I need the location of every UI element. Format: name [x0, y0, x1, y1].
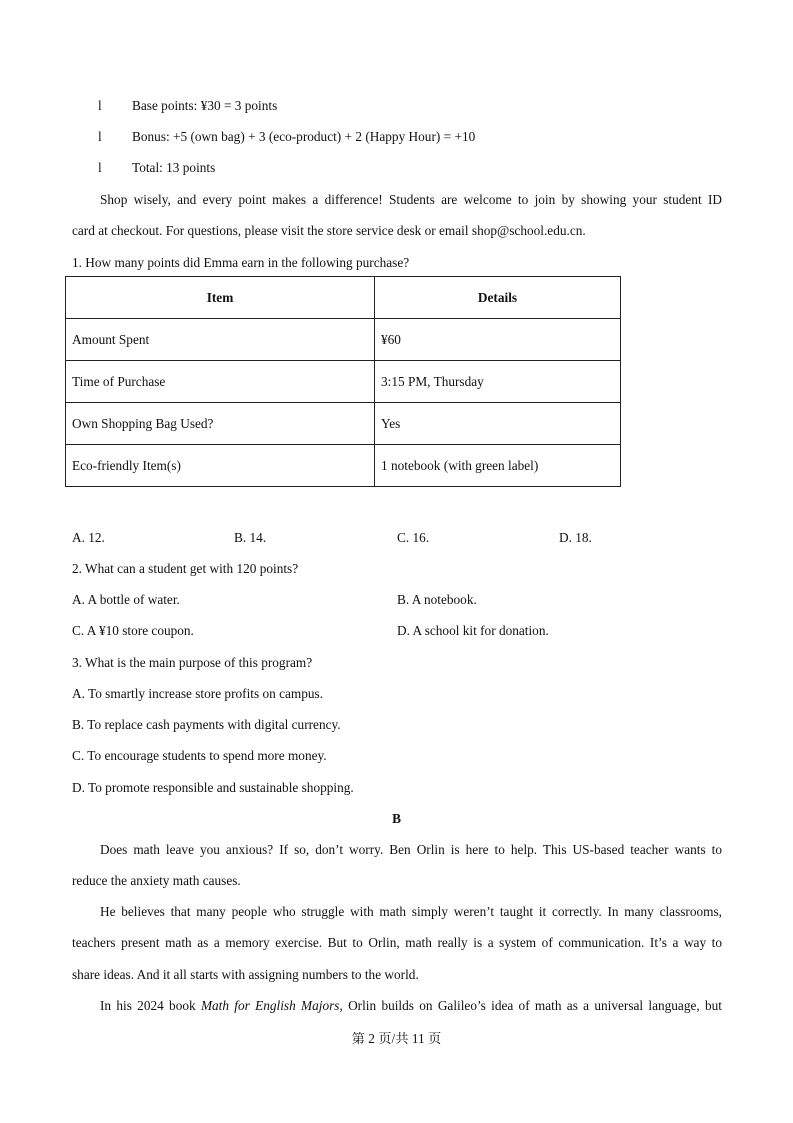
table-row	[66, 445, 621, 487]
bullet-bonus: Bonus: +5 (own bag) + 3 (eco-product) + 2 (Happy Hour) = +10	[132, 129, 476, 144]
table-header-details: Details	[375, 277, 621, 319]
q2-option-d: D. A school kit for donation.	[397, 623, 549, 638]
q2-option-a: A. A bottle of water.	[72, 592, 180, 607]
table-cell: 1 notebook (with green label)	[375, 445, 621, 487]
table-cell: ¥60	[375, 319, 621, 361]
paragraph-3-line-1	[100, 998, 722, 1014]
q1-option-c: C. 16.	[397, 530, 430, 545]
paragraph-3-text: , Orlin builds on Galileo’s idea of math as a universal language, but	[339, 998, 722, 1013]
table-cell: Eco-friendly Item(s)	[66, 445, 375, 487]
q2-option-c: C. A ¥10 store coupon.	[72, 623, 194, 638]
paragraph-2-line-3: share ideas. And it all starts with assigning numbers to the world.	[72, 967, 419, 982]
paragraph-2-line-1: He believes that many people who struggle with math simply weren’t taught it correctly. In many classrooms,	[100, 904, 722, 919]
table-cell: Amount Spent	[66, 319, 375, 361]
table-cell: Own Shopping Bag Used?	[66, 403, 375, 445]
bullet-total: Total: 13 points	[132, 160, 216, 175]
q2-option-b: B. A notebook.	[397, 592, 477, 607]
paragraph-3-text: In his 2024 book	[100, 998, 201, 1013]
paragraph-1-line-2: reduce the anxiety math causes.	[72, 873, 241, 888]
table-cell: 3:15 PM, Thursday	[375, 361, 621, 403]
q1-option-d: D. 18.	[559, 530, 592, 545]
book-title: Math for English Majors	[200, 998, 340, 1013]
purchase-table	[65, 276, 621, 487]
table-header-item: Item	[66, 277, 375, 319]
question-2-stem: 2. What can a student get with 120 points?	[72, 561, 299, 576]
q1-option-b: B. 14.	[234, 530, 267, 545]
bullet-marker: l	[98, 98, 102, 113]
question-3-stem: 3. What is the main purpose of this program?	[72, 655, 313, 670]
table-row	[66, 361, 621, 403]
paragraph-1-line-1: Does math leave you anxious? If so, don’t worry. Ben Orlin is here to help. This US-based teacher wants to	[100, 842, 722, 857]
closing-line-1: Shop wisely, and every point makes a difference! Students are welcome to join by showing your student ID	[100, 192, 722, 207]
q3-option-a: A. To smartly increase store profits on campus.	[72, 686, 324, 701]
section-heading: B	[392, 811, 401, 826]
closing-line-2: card at checkout. For questions, please visit the store service desk or email shop@school.edu.cn.	[72, 223, 586, 238]
q1-option-a: A. 12.	[72, 530, 105, 545]
q3-option-c: C. To encourage students to spend more money.	[72, 748, 327, 763]
q3-option-b: B. To replace cash payments with digital currency.	[72, 717, 341, 732]
q3-option-d: D. To promote responsible and sustainable shopping.	[72, 780, 354, 795]
table-header-row	[66, 277, 621, 319]
bullet-base-points: Base points: ¥30 = 3 points	[132, 98, 278, 113]
question-1-stem: 1. How many points did Emma earn in the following purchase?	[72, 255, 410, 270]
table-row	[66, 319, 621, 361]
paragraph-2-line-2: teachers present math as a memory exercise. But to Orlin, math really is a system of communication. It’s a way to	[72, 935, 722, 950]
table-row	[66, 403, 621, 445]
bullet-marker: l	[98, 160, 102, 175]
table-cell: Time of Purchase	[66, 361, 375, 403]
bullet-marker: l	[98, 129, 102, 144]
page-footer: 第 2 页/共 11 页	[351, 1031, 442, 1046]
table-cell: Yes	[375, 403, 621, 445]
